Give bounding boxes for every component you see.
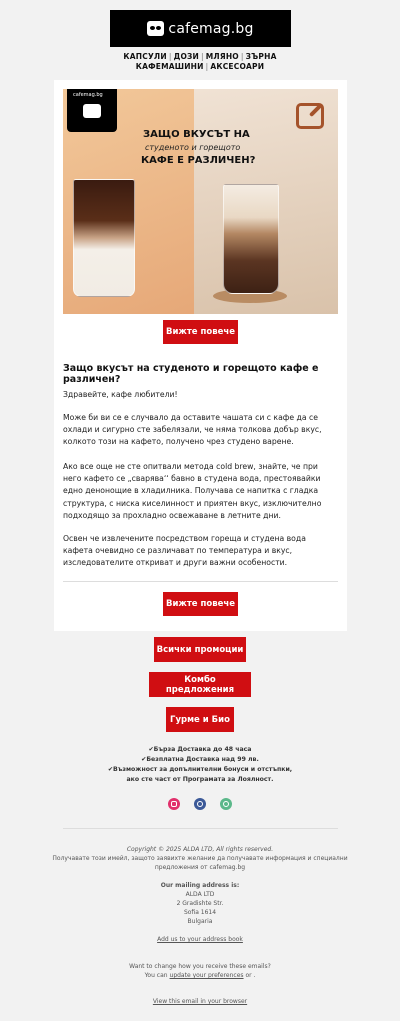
change-prefs-question: Want to change how you receive these emails? — [129, 963, 271, 970]
instagram-icon[interactable] — [168, 798, 180, 810]
footer-divider — [63, 828, 338, 829]
article-title: Защо вкусът на студеното и горещото кафе е различен? — [63, 363, 319, 385]
add-address-book-link[interactable]: Add us to your address book — [157, 936, 243, 943]
all-promotions-button[interactable]: Всички промоции — [154, 637, 246, 662]
view-in-browser-row — [0, 997, 400, 1006]
category-nav-row-1: КАПСУЛИ | ДОЗИ | МЛЯНО | ЗЪРНА — [123, 52, 277, 61]
article-paragraph-1: Може би ви се е случвало да оставите чашата си с кафе да се охлади и сигурно сте забелязали, че няма толкова добър вкус, колкото този на кафето, получено чрез студено варене. — [63, 413, 322, 447]
hero-banner[interactable] — [63, 89, 338, 314]
nav-machines[interactable]: КАФЕМАШИНИ — [135, 62, 204, 71]
hero-headline-1: ЗАЩО ВКУСЪТ НА — [143, 129, 250, 140]
category-nav-row-2: КАФЕМАШИНИ | АКСЕСОАРИ — [135, 62, 265, 71]
nav-accessories[interactable]: АКСЕСОАРИ — [210, 62, 265, 71]
divider — [63, 581, 338, 582]
gourmet-bio-button[interactable]: Гурме и Био — [166, 707, 234, 732]
hot-coffee-glass — [223, 184, 279, 294]
brand-logo[interactable] — [110, 10, 291, 47]
iced-coffee-glass — [73, 179, 135, 297]
address-book-row — [0, 935, 400, 944]
hero-headline-2: студеното и горещото — [145, 143, 241, 152]
benefit-fast-delivery: ✔Бърза Доставка до 48 часа — [148, 746, 252, 753]
nav-capsules[interactable]: КАПСУЛИ — [123, 52, 167, 61]
brand-name: cafemag.bg — [168, 20, 254, 37]
mailing-address: ALDA LTD 2 Gradishte Str. Sofia 1614 Bulgaria — [176, 891, 224, 925]
article-paragraph-3: Освен че извлечените посредством гореща и студена вода кафета очевидно се различават по температура и вкус, изследователите откриват и други важни особености. — [63, 534, 306, 568]
copyright-text: Copyright © 2025 ALDA LTD, All rights reserved. — [126, 846, 274, 853]
combo-offers-button[interactable]: Комбо предложения — [149, 672, 251, 697]
nav-pods[interactable]: ДОЗИ — [173, 52, 200, 61]
nav-beans[interactable]: ЗЪРНА — [245, 52, 277, 61]
edit-icon — [296, 103, 324, 129]
facebook-icon[interactable] — [194, 798, 206, 810]
subscription-reason: Получавате този имейл, защото заявихте желание да получавате информация и специални предложения от cafemag.bg — [52, 855, 348, 871]
view-in-browser-link[interactable]: View this email in your browser — [152, 998, 248, 1005]
see-more-button-bottom[interactable]: Вижте повече — [163, 592, 238, 616]
preferences-row: You can update your preferences or . — [144, 972, 256, 979]
mailing-address-label: Our mailing address is: — [160, 882, 240, 889]
hero-brand-badge: cafemag.bg — [67, 89, 117, 132]
cafemag-logo-icon — [83, 104, 101, 118]
cafemag-logo-icon — [147, 21, 164, 36]
website-icon[interactable] — [220, 798, 232, 810]
article-greeting: Здравейте, кафе любители! — [63, 390, 178, 399]
hero-headline-3: КАФЕ Е РАЗЛИЧЕН? — [141, 155, 256, 166]
update-preferences-link[interactable]: update your preferences — [169, 972, 244, 979]
benefit-free-delivery: ✔Безплатна Доставка над 99 лв. — [141, 756, 259, 763]
benefits-list — [0, 745, 400, 785]
nav-ground[interactable]: МЛЯНО — [205, 52, 239, 61]
benefit-loyalty-cont: ако сте част от Програмата за Лоялност. — [126, 776, 274, 783]
see-more-button-top[interactable]: Вижте повече — [163, 320, 238, 344]
benefit-loyalty: ✔Възможност за допълнителни бонуси и отстъпки, — [107, 766, 293, 773]
article-paragraph-2: Ако все още не сте опитвали метода cold brew, знайте, че при него кафето се „сваряваʻʻ бавно в студена вода, престоявайки едно денонощие в хладилника. Получава се напитка с гладка структура, с ниска киселинност и приятен вкус, изключително подходящо за прохладно освежаване в летните дни. — [63, 462, 322, 520]
